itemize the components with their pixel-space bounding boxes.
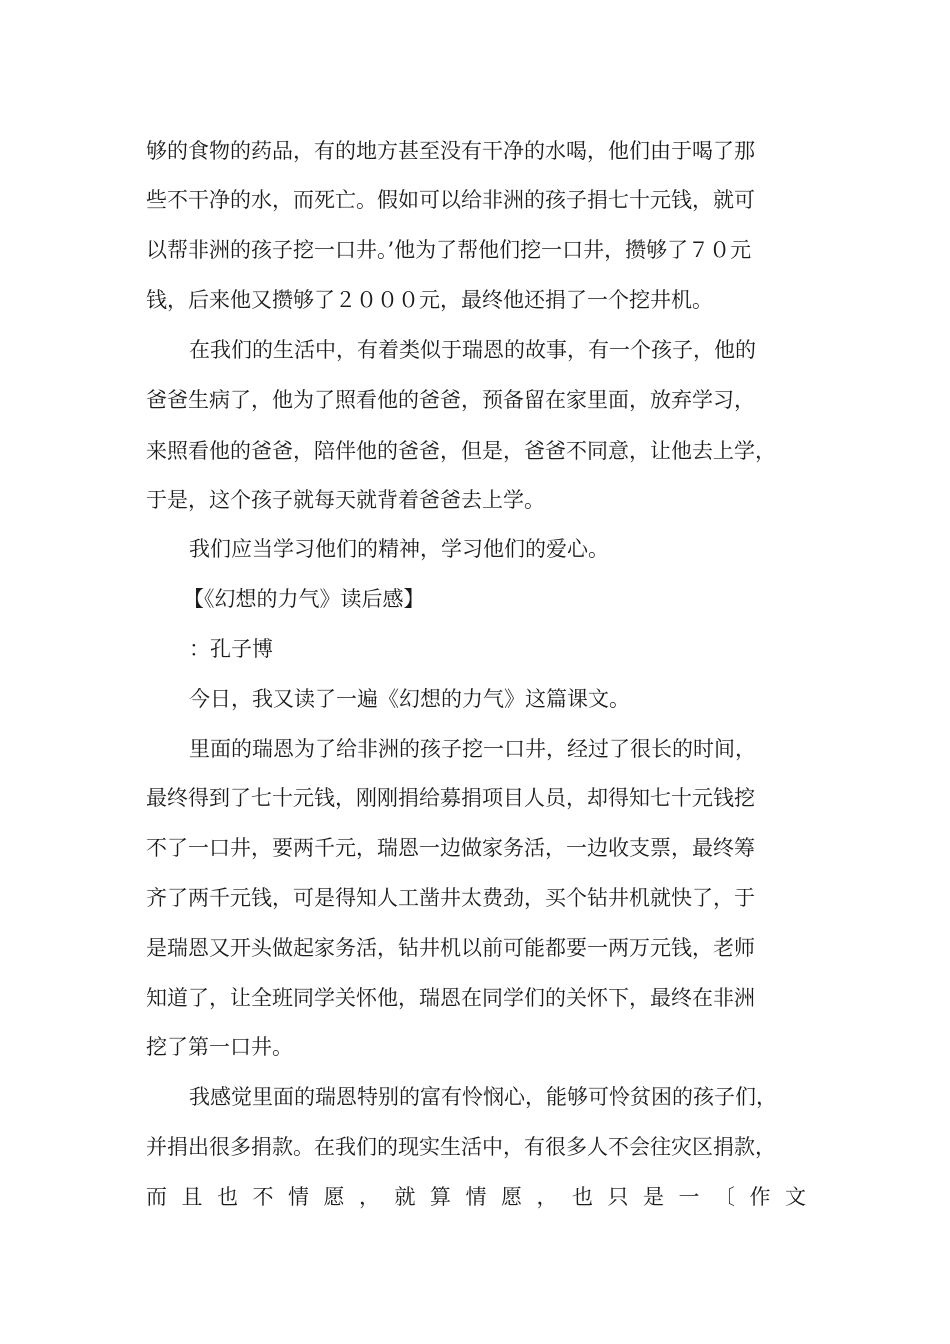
justified-char: 且 [181,1185,203,1209]
paragraph-first-line: 我感觉里面的瑞恩特别的富有怜悯心，能够可怜贫困的孩子们， [189,1085,777,1109]
paragraph-first-line: 我们应当学习他们的精神，学习他们的爱心。 [189,537,609,561]
justified-char: 文 [785,1185,806,1209]
text-line: 以帮非洲的孩子挖一口井。’他为了帮他们挖一口井，攒够了７０元 [146,238,752,262]
text-line: 够的食物的药品，有的地方甚至没有干净的水喝，他们由于喝了那 [146,139,755,163]
justified-char: 〔 [714,1185,735,1209]
text-line: 挖了第一口井。 [146,1035,293,1059]
justified-char: 不 [252,1185,274,1209]
justified-char: 作 [749,1185,771,1209]
justified-char: 愿 [501,1185,522,1209]
text-line: 并捐出很多捐款。在我们的现实生活中，有很多人不会往灾区捐款， [146,1135,776,1159]
justified-char: 一 [678,1185,700,1209]
justified-char: 而 [146,1185,167,1209]
justified-char: ， [359,1185,380,1209]
section-heading: 【《幻想的力气》读后感】 [183,587,425,611]
justified-char: 情 [465,1185,487,1209]
text-line: 来照看他的爸爸，陪伴他的爸爸，但是，爸爸不同意，让他去上学， [146,439,776,463]
paragraph-first-line: 在我们的生活中，有着类似于瑞恩的故事，有一个孩子，他的 [189,338,756,362]
text-line: 最终得到了七十元钱，刚刚捐给募捐项目人员，却得知七十元钱挖 [146,786,755,810]
text-line: 是瑞恩又开头做起家务活，钻井机以前可能都要一两万元钱，老师 [146,936,755,960]
text-line: 爸爸生病了，他为了照看他的爸爸，预备留在家里面，放弃学习， [146,388,755,412]
justified-char: 也 [572,1185,593,1209]
justified-char: 只 [607,1185,629,1209]
text-line: 知道了，让全班同学关怀他，瑞恩在同学们的关怀下，最终在非洲 [146,986,755,1010]
justified-char: 是 [643,1185,664,1209]
justified-char: ， [536,1185,558,1209]
text-line: 齐了两千元钱，可是得知人工凿井太费劲，买个钻井机就快了，于 [146,886,755,910]
paragraph-first-line: 里面的瑞恩为了给非洲的孩子挖一口井，经过了很长的时间， [189,737,756,761]
text-line: 钱，后来他又攒够了２０００元，最终他还捐了一个挖井机。 [146,288,713,312]
justified-char: 愿 [323,1185,345,1209]
text-line: 些不干净的水，而死亡。假如可以给非洲的孩子捐七十元钱，就可 [146,188,755,212]
justified-char: 情 [288,1185,309,1209]
justified-char: 算 [430,1185,451,1209]
text-line: 于是，这个孩子就每天就背着爸爸去上学。 [146,488,545,512]
paragraph-first-line: 今日，我又读了一遍《幻想的力气》这篇课文。 [189,687,630,711]
text-line: 不了一口井，要两千元，瑞恩一边做家务活，一边收支票，最终筹 [146,836,755,860]
justified-text-line [146,1180,806,1214]
justified-char: 就 [394,1185,416,1209]
author-line: ：孔子博 [189,637,273,661]
justified-char: 也 [217,1185,238,1209]
